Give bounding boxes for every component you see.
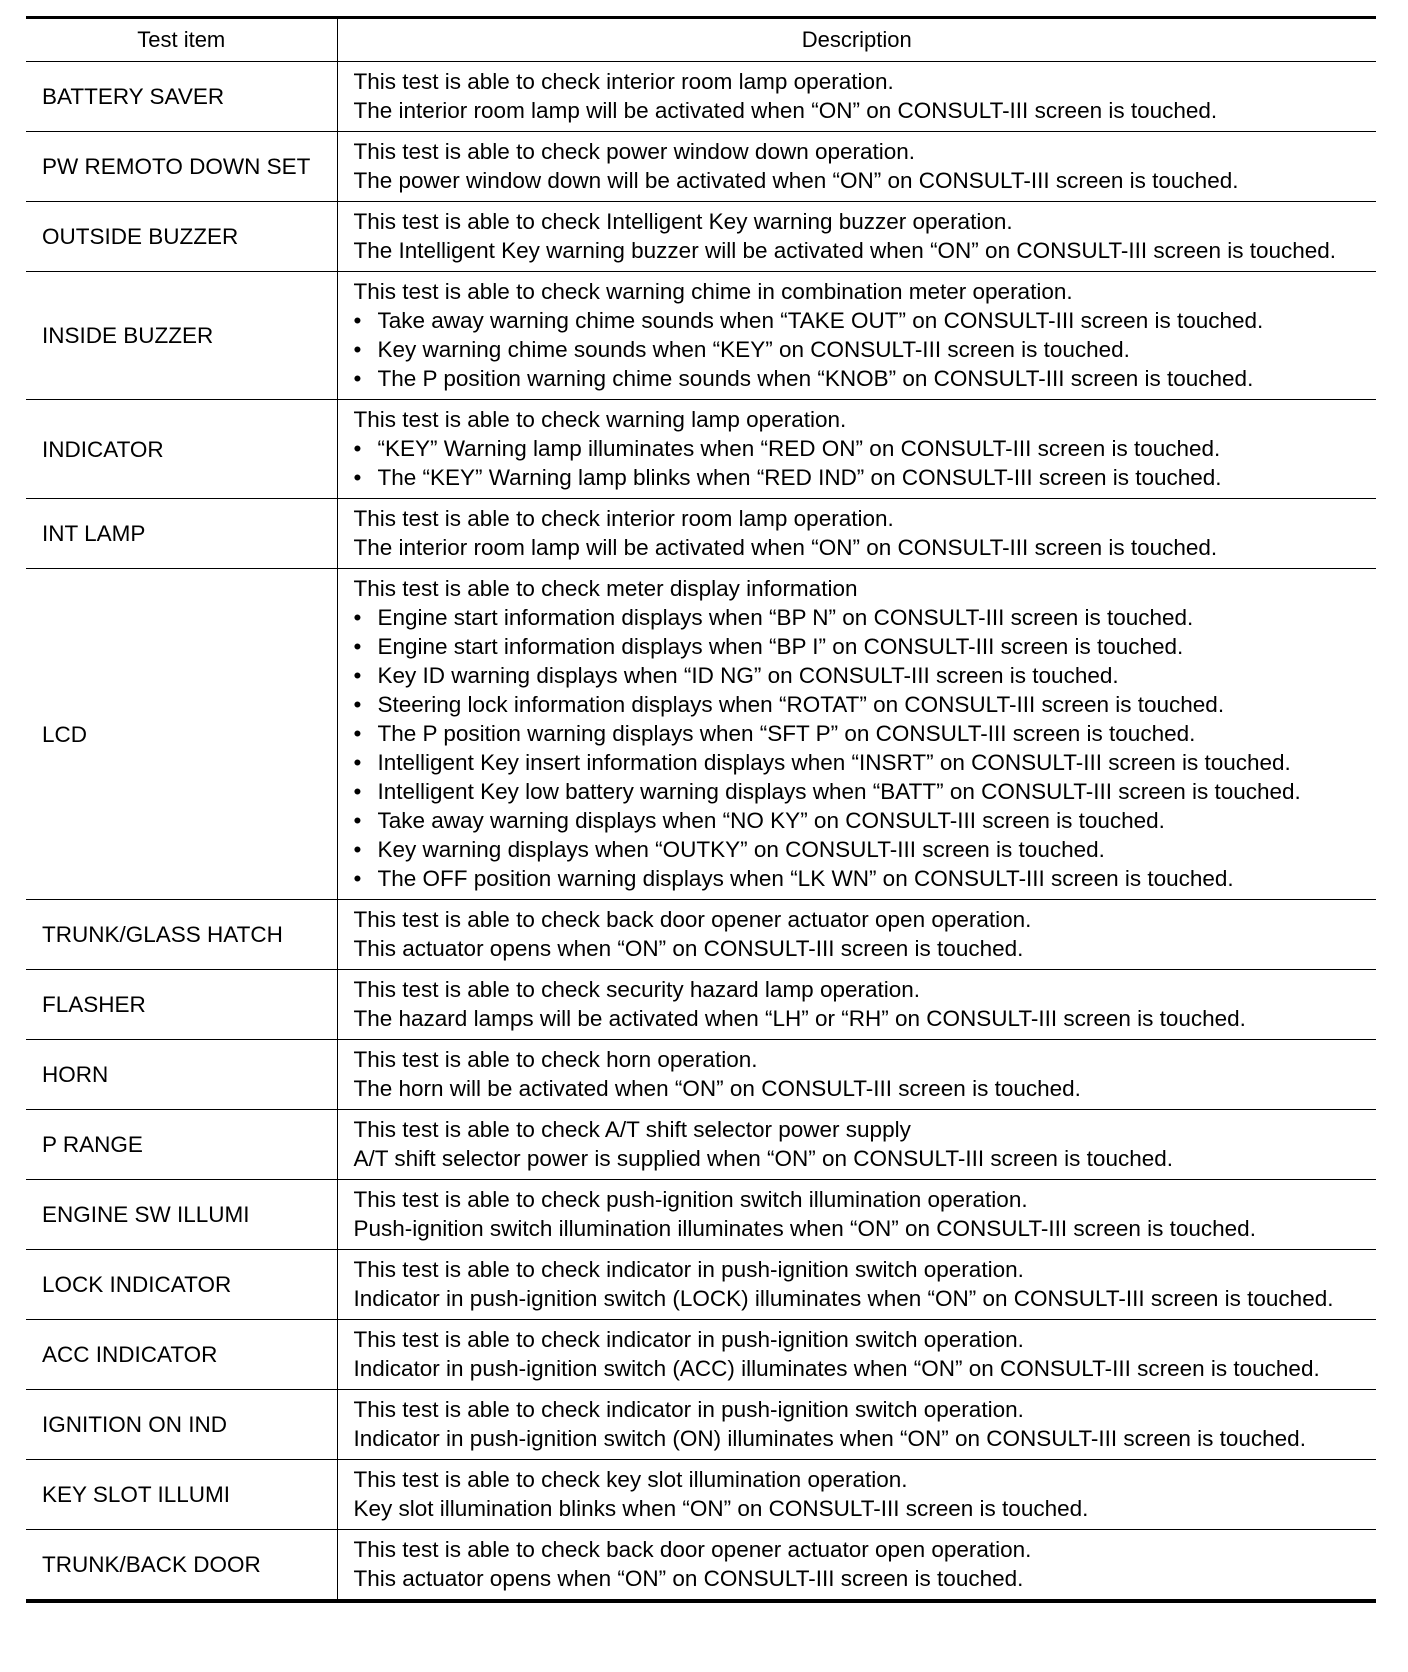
table-body xyxy=(26,62,1376,1602)
description-line: This test is able to check A/T shift selector power supply xyxy=(353,1117,911,1142)
table-row xyxy=(26,1110,1376,1180)
description-line: This actuator opens when “ON” on CONSULT-III screen is touched. xyxy=(353,936,1024,961)
description-line: Push-ignition switch illumination illuminates when “ON” on CONSULT-III screen is touched. xyxy=(353,1216,1256,1241)
description-bullet: • Key warning displays when “OUTKY” on CONSULT-III screen is touched. xyxy=(354,835,1377,864)
description-bullet: • The OFF position warning displays when “LK WN” on CONSULT-III screen is touched. xyxy=(354,864,1377,893)
test-description xyxy=(337,1320,1376,1390)
description-line: The interior room lamp will be activated when “ON” on CONSULT-III screen is touched. xyxy=(353,535,1218,560)
test-item-name: INT LAMP xyxy=(26,499,337,569)
test-item-name: INSIDE BUZZER xyxy=(26,272,337,400)
description-bullet: • Take away warning chime sounds when “TAKE OUT” on CONSULT-III screen is touched. xyxy=(354,306,1377,335)
description-line: This test is able to check push-ignition switch illumination operation. xyxy=(353,1187,1028,1212)
table-header-row xyxy=(26,18,1376,62)
description-line: This test is able to check Intelligent Key warning buzzer operation. xyxy=(353,209,1013,234)
table-row xyxy=(26,132,1376,202)
description-line: This test is able to check back door opener actuator open operation. xyxy=(353,907,1032,932)
description-line: Indicator in push-ignition switch (ON) illuminates when “ON” on CONSULT-III screen is touched. xyxy=(353,1426,1306,1451)
test-description xyxy=(337,1110,1376,1180)
test-description xyxy=(337,132,1376,202)
test-description xyxy=(337,62,1376,132)
description-line: Indicator in push-ignition switch (LOCK) illuminates when “ON” on CONSULT-III screen is touched. xyxy=(353,1286,1334,1311)
description-bullet: • Steering lock information displays when “ROTAT” on CONSULT-III screen is touched. xyxy=(354,690,1377,719)
table-row xyxy=(26,1320,1376,1390)
description-line: This test is able to check indicator in push-ignition switch operation. xyxy=(353,1257,1024,1282)
description-bullet: • The P position warning displays when “SFT P” on CONSULT-III screen is touched. xyxy=(354,719,1377,748)
description-line: This test is able to check security hazard lamp operation. xyxy=(353,977,921,1002)
description-line: The Intelligent Key warning buzzer will be activated when “ON” on CONSULT-III screen is touched. xyxy=(353,238,1337,263)
description-bullet: • Intelligent Key low battery warning displays when “BATT” on CONSULT-III screen is touched. xyxy=(354,777,1377,806)
test-description xyxy=(337,1040,1376,1110)
description-line: This test is able to check key slot illumination operation. xyxy=(353,1467,908,1492)
test-description xyxy=(337,400,1376,499)
description-line: This test is able to check interior room lamp operation. xyxy=(353,69,894,94)
table-row xyxy=(26,970,1376,1040)
description-line: This test is able to check meter display information xyxy=(353,576,858,601)
table-row xyxy=(26,1040,1376,1110)
table-row xyxy=(26,1390,1376,1460)
test-item-name: P RANGE xyxy=(26,1110,337,1180)
description-line: This test is able to check warning chime in combination meter operation. xyxy=(353,279,1073,304)
description-line: A/T shift selector power is supplied when “ON” on CONSULT-III screen is touched. xyxy=(353,1146,1174,1171)
description-line: The interior room lamp will be activated when “ON” on CONSULT-III screen is touched. xyxy=(353,98,1218,123)
description-bullet: • “KEY” Warning lamp illuminates when “RED ON” on CONSULT-III screen is touched. xyxy=(354,434,1377,463)
test-item-name: LOCK INDICATOR xyxy=(26,1250,337,1320)
test-description xyxy=(337,970,1376,1040)
description-bullet: • Key ID warning displays when “ID NG” on CONSULT-III screen is touched. xyxy=(354,661,1377,690)
description-line: The power window down will be activated when “ON” on CONSULT-III screen is touched. xyxy=(353,168,1239,193)
table-row xyxy=(26,499,1376,569)
description-bullet: • Key warning chime sounds when “KEY” on CONSULT-III screen is touched. xyxy=(354,335,1377,364)
description-bullet: • Intelligent Key insert information displays when “INSRT” on CONSULT-III screen is touched. xyxy=(354,748,1377,777)
test-item-name: FLASHER xyxy=(26,970,337,1040)
test-description xyxy=(337,1530,1376,1602)
description-line: This test is able to check power window down operation. xyxy=(353,139,916,164)
table-row xyxy=(26,1250,1376,1320)
description-line: This test is able to check interior room lamp operation. xyxy=(353,506,894,531)
description-bullet: • Take away warning displays when “NO KY” on CONSULT-III screen is touched. xyxy=(354,806,1377,835)
description-line: The horn will be activated when “ON” on CONSULT-III screen is touched. xyxy=(353,1076,1081,1101)
description-line: This test is able to check warning lamp operation. xyxy=(353,407,847,432)
test-item-name: ACC INDICATOR xyxy=(26,1320,337,1390)
table-row xyxy=(26,1530,1376,1602)
test-item-name: OUTSIDE BUZZER xyxy=(26,202,337,272)
description-bullet: • Engine start information displays when “BP N” on CONSULT-III screen is touched. xyxy=(354,603,1377,632)
test-item-name: ENGINE SW ILLUMI xyxy=(26,1180,337,1250)
test-item-name: LCD xyxy=(26,569,337,900)
description-bullet: • The P position warning chime sounds when “KNOB” on CONSULT-III screen is touched. xyxy=(354,364,1377,393)
test-description xyxy=(337,1390,1376,1460)
test-description xyxy=(337,569,1376,900)
header-description: Description xyxy=(337,18,1376,62)
table-row xyxy=(26,272,1376,400)
test-description xyxy=(337,272,1376,400)
table-row xyxy=(26,1180,1376,1250)
test-description xyxy=(337,202,1376,272)
test-item-name: PW REMOTO DOWN SET xyxy=(26,132,337,202)
description-line: Indicator in push-ignition switch (ACC) illuminates when “ON” on CONSULT-III screen is touched. xyxy=(353,1356,1320,1381)
description-bullet-list xyxy=(354,603,1377,893)
description-line: This test is able to check back door opener actuator open operation. xyxy=(353,1537,1032,1562)
active-test-table xyxy=(26,16,1376,1603)
test-description xyxy=(337,499,1376,569)
test-item-name: HORN xyxy=(26,1040,337,1110)
description-line: This test is able to check indicator in push-ignition switch operation. xyxy=(353,1397,1024,1422)
table-row xyxy=(26,1460,1376,1530)
test-item-name: IGNITION ON IND xyxy=(26,1390,337,1460)
test-item-name: TRUNK/BACK DOOR xyxy=(26,1530,337,1602)
description-line: This actuator opens when “ON” on CONSULT-III screen is touched. xyxy=(353,1566,1024,1591)
description-line: The hazard lamps will be activated when “LH” or “RH” on CONSULT-III screen is touched. xyxy=(353,1006,1246,1031)
table-row xyxy=(26,900,1376,970)
description-bullet: • Engine start information displays when “BP I” on CONSULT-III screen is touched. xyxy=(354,632,1377,661)
description-bullet: • The “KEY” Warning lamp blinks when “RED IND” on CONSULT-III screen is touched. xyxy=(354,463,1377,492)
description-bullet-list xyxy=(354,306,1377,393)
table-row xyxy=(26,569,1376,900)
test-description xyxy=(337,1180,1376,1250)
test-item-name: INDICATOR xyxy=(26,400,337,499)
description-line: This test is able to check indicator in push-ignition switch operation. xyxy=(353,1327,1024,1352)
test-description xyxy=(337,1250,1376,1320)
description-bullet-list xyxy=(354,434,1377,492)
test-description xyxy=(337,900,1376,970)
description-line: Key slot illumination blinks when “ON” on CONSULT-III screen is touched. xyxy=(353,1496,1089,1521)
description-line: This test is able to check horn operation. xyxy=(353,1047,758,1072)
table-row xyxy=(26,400,1376,499)
test-item-name: KEY SLOT ILLUMI xyxy=(26,1460,337,1530)
table-row xyxy=(26,202,1376,272)
table-row xyxy=(26,62,1376,132)
test-item-name: TRUNK/GLASS HATCH xyxy=(26,900,337,970)
test-description xyxy=(337,1460,1376,1530)
header-test-item: Test item xyxy=(26,18,337,62)
test-item-name: BATTERY SAVER xyxy=(26,62,337,132)
